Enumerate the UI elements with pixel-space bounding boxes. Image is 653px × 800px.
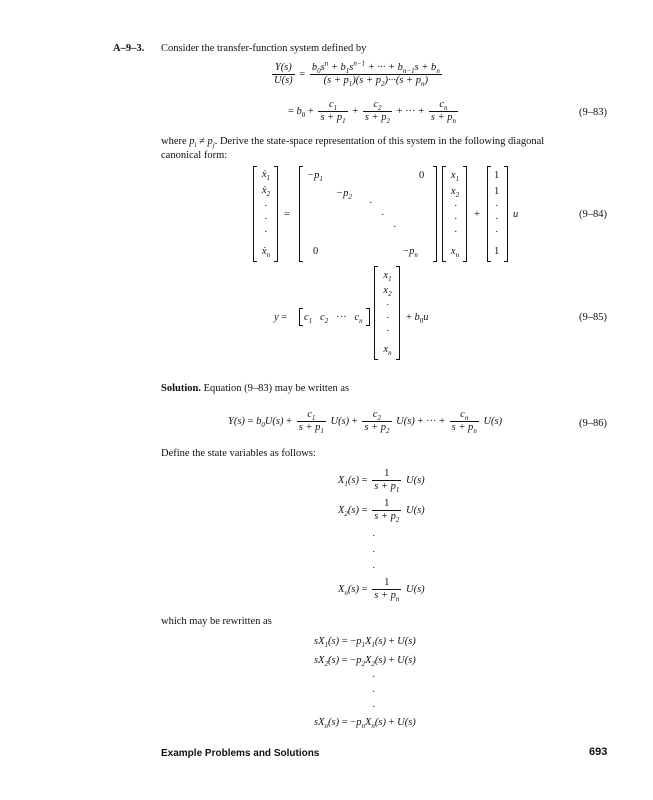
rewritten-text: which may be rewritten as: [161, 616, 272, 627]
where-sentence-2: canonical form:: [161, 150, 228, 161]
equation-number-9-84: (9–84): [579, 209, 607, 220]
define-text: Define the state variables as follows:: [161, 448, 316, 459]
state-def-x2: $X_2(s)$ = $\frac{1}{s + p_2}$ U(s): [338, 498, 425, 525]
footer-section-title: Example Problems and Solutions: [161, 748, 320, 759]
transfer-function-equation: $\frac{Y(s)}{U(s)}$ = $\frac{b_0s^n + b_1s^{n-1} + \cdot\cdot\cdot + b_{n-1}s + b_n}{(s + p_1)(s + p_2)\cdot\cdot\cdot(s + p_n)}$: [274, 59, 440, 89]
rewritten-eq-1: $sX_1(s) = -p_1X_1(s) + U(s)$: [314, 636, 416, 650]
solution-line: [161, 383, 349, 394]
page-number: 693: [589, 746, 608, 758]
where-sentence: where $p_i \ne p_j$. Derive the state-space representation of this system in the following diagonal: [161, 136, 545, 150]
state-def-xn: $X_n(s)$ = $\frac{1}{s + p_n}$ U(s): [338, 577, 425, 604]
rewritten-eq-n: $sX_n(s) = -p_nX_n(s) + U(s)$: [314, 717, 416, 731]
rewritten-eq-2: $sX_2(s) = -p_2X_2(s) + U(s)$: [314, 655, 416, 669]
partial-fraction-equation: = $b_0$ + $\frac{c_1}{s + p_1}$ + $\frac{c_2}{s + p_2}$ + ··· + $\frac{c_n}{s + p_n}$: [288, 99, 456, 126]
equation-number-9-86: (9–86): [579, 418, 607, 429]
solution-text: Equation (9–83) may be written as: [203, 383, 350, 394]
expanded-equation-9-86: $Y(s) = b_0U(s)$ + $\frac{c_1}{s + p_1}$ U(s) + $\frac{c_2}{s + p_2}$ U(s) + ··· + $\frac{c_n}{s + p_n}$ U(s): [228, 409, 503, 436]
problem-label: A–9–3.: [113, 43, 145, 54]
solution-heading: Solution.: [161, 383, 201, 394]
equation-number-9-85: (9–85): [579, 312, 607, 323]
equation-number-9-83: (9–83): [579, 107, 607, 118]
state-def-x1: $X_1(s)$ = $\frac{1}{s + p_1}$ U(s): [338, 468, 425, 495]
problem-intro: Consider the transfer-function system defined by: [161, 43, 367, 54]
